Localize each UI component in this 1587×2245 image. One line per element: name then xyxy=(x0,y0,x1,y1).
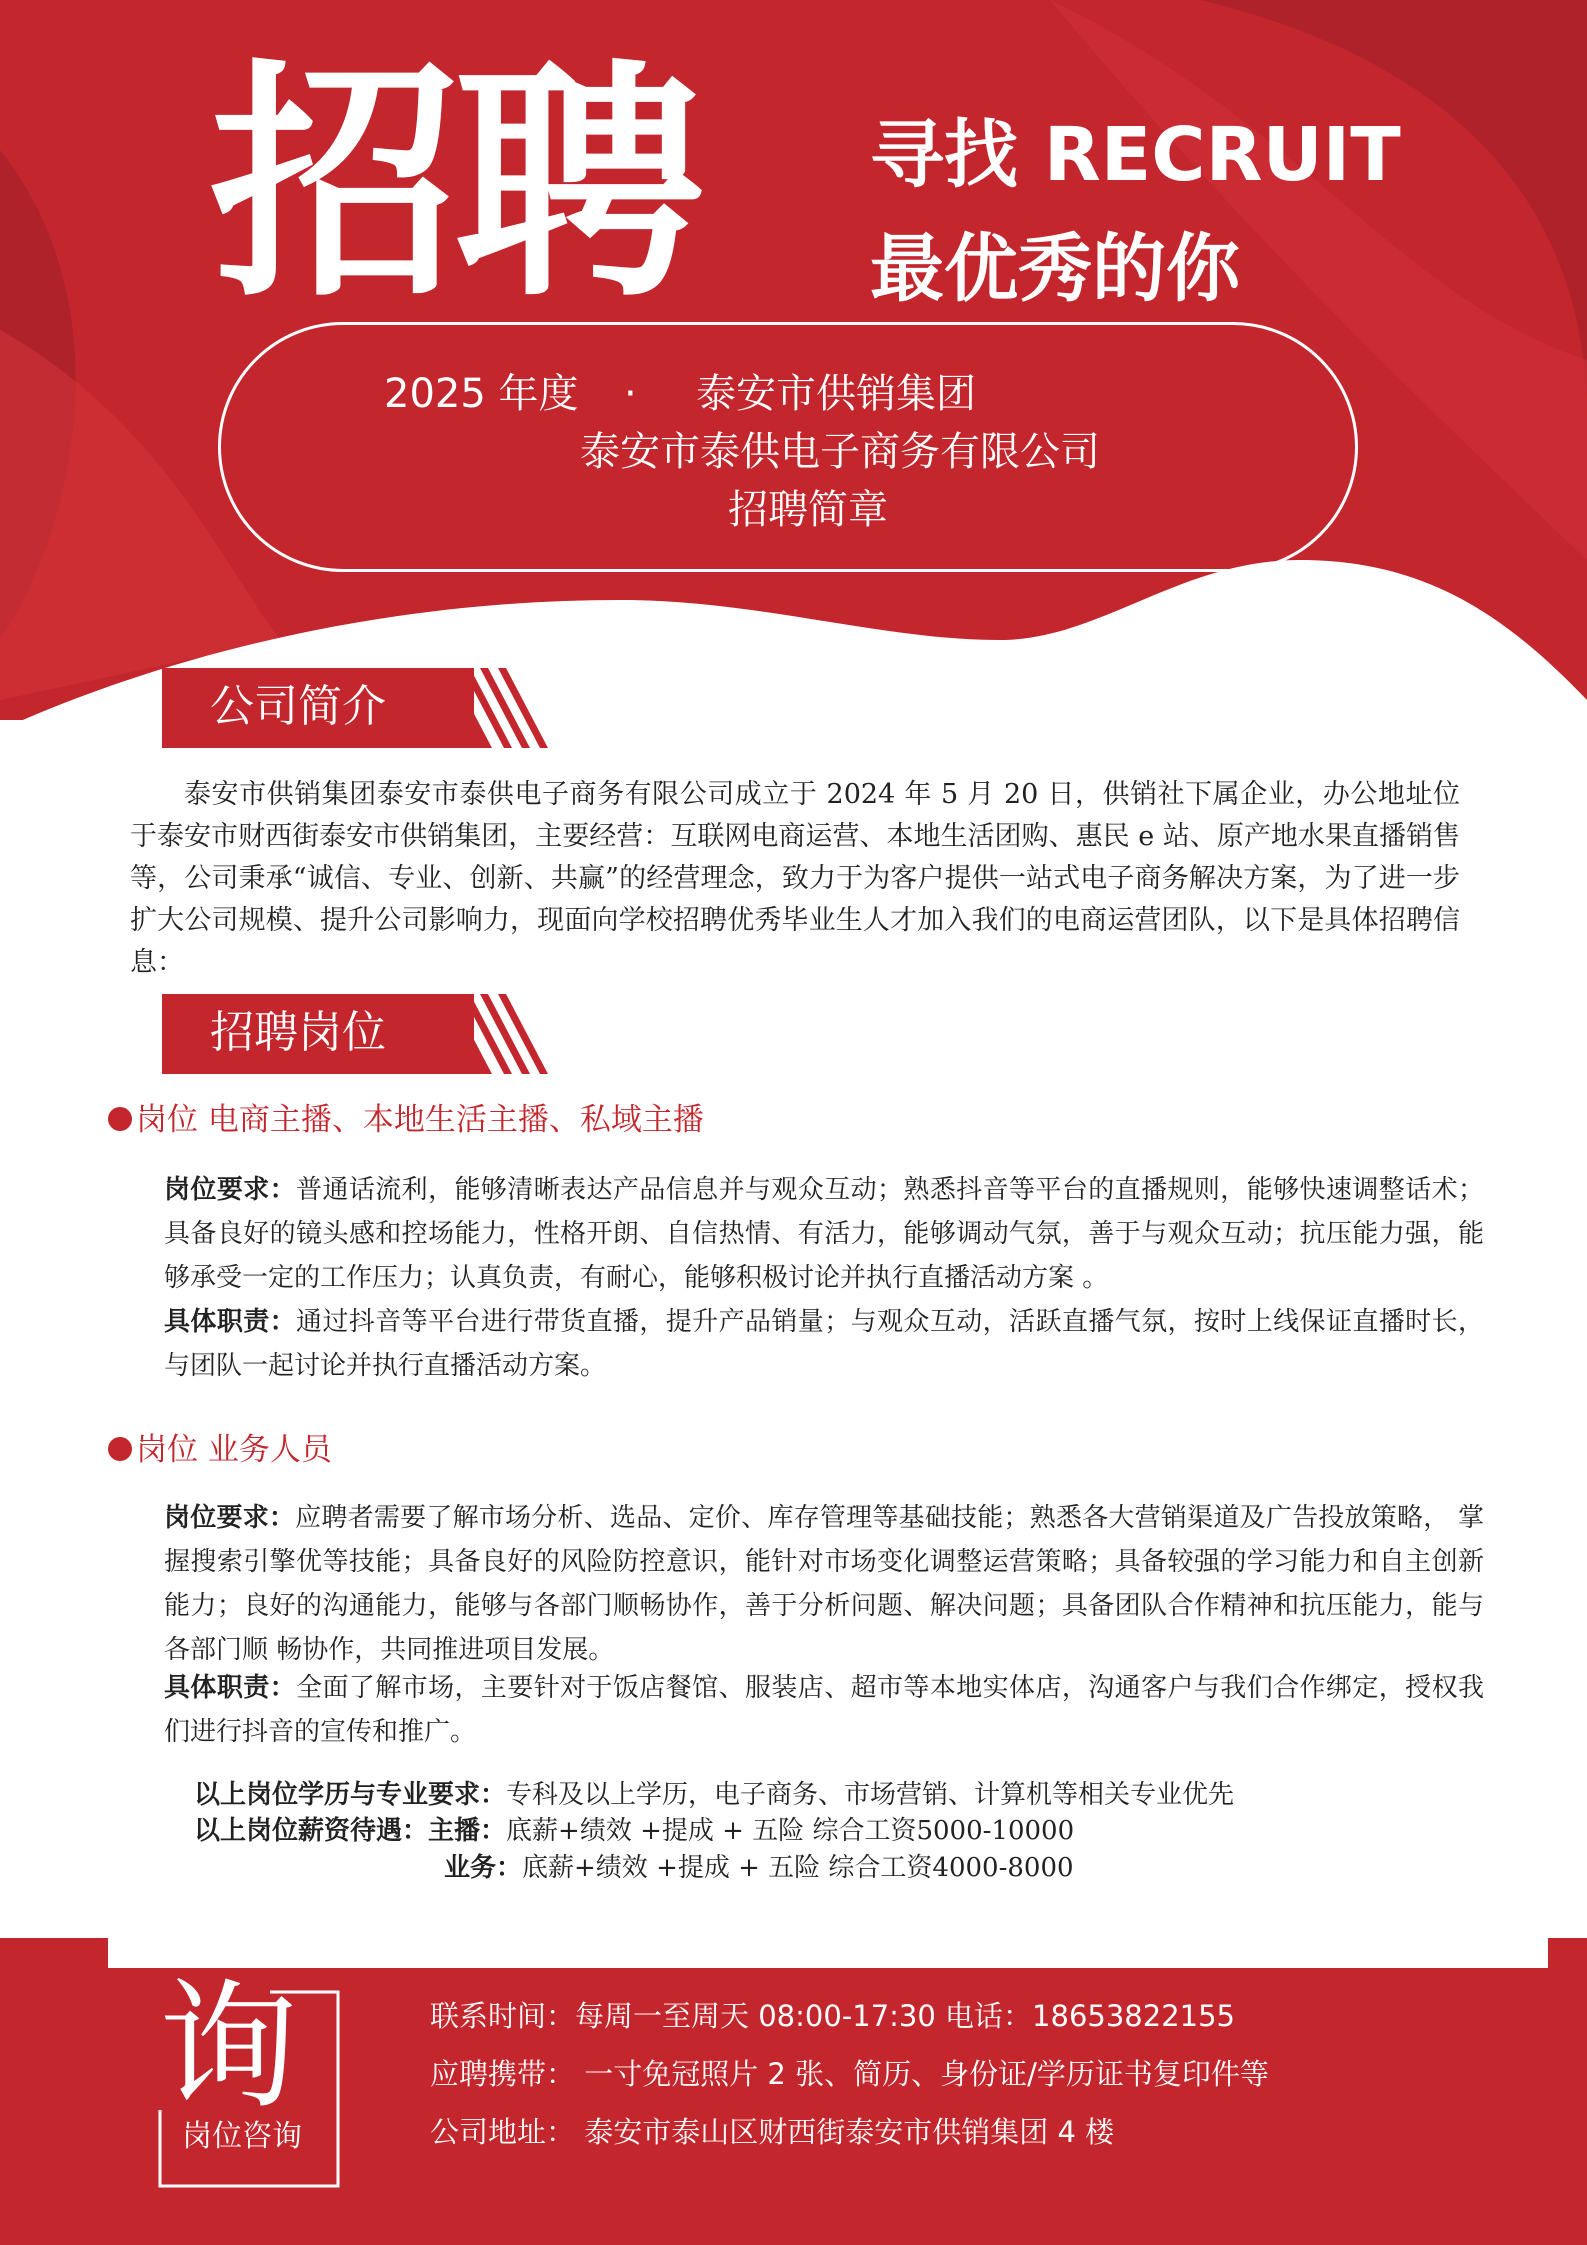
doc-title: 招聘简章 xyxy=(728,487,888,533)
bullet-dot-icon xyxy=(108,1437,132,1461)
position-duties: 具体职责：全面了解市场，主要针对于饭店餐馆、服装店、超市等本地实体店，沟通客户与我们合作绑定，授权我们进行抖音的宣传和推广。 xyxy=(164,1673,1484,1747)
salary-anchor: 以上岗位薪资待遇：主播：底薪+绩效 +提成 + 五险 综合工资5000-10000 xyxy=(194,1816,1075,1846)
section-heading-label: 公司简介 xyxy=(210,681,386,732)
separator-dot: · xyxy=(624,371,637,417)
stripes-decoration xyxy=(432,668,552,748)
position-title: 岗位 电商主播、本地生活主播、私域主播 xyxy=(108,1105,704,1136)
position-duties: 具体职责：通过抖音等平台进行带货直播，提升产品销量；与观众互动，活跃直播气氛，按时上线保证直播时长，与团队一起讨论并执行直播活动方案。 xyxy=(164,1307,1484,1381)
group-name: 泰安市供销集团 xyxy=(696,371,976,417)
stripes-decoration xyxy=(432,994,552,1074)
year-label: 2025 年度 xyxy=(384,371,579,417)
position-requirements: 岗位要求：应聘者需要了解市场分析、选品、定价、库存管理等基础技能；熟悉各大营销渠道及广告投放策略， 掌 握搜索引擎优等技能；具备良好的风险防控意识，能针对市场变化调整运营策略；具备较强的学习能力和自主创新能力；良好的沟通能力，能够与各部门顺畅协作，善于分析问题、解决问题；具备团队合作精神和抗压能力，能与各部门顺 畅协作，共同推进项目发展。 xyxy=(164,1503,1484,1665)
section-heading-label: 招聘岗位 xyxy=(210,1007,386,1058)
salary-sales: 业务：底薪+绩效 +提成 + 五险 综合工资4000-8000 xyxy=(444,1853,1074,1883)
education-requirement: 以上岗位学历与专业要求：专科及以上学历，电子商务、市场营销、计算机等相关专业优先 xyxy=(194,1780,1235,1810)
contact-time: 联系时间：每周一至周天 08:00-17:30 电话：18653822155 xyxy=(430,1999,1236,2033)
consult-label: 岗位咨询 xyxy=(182,2119,302,2154)
hero-tagline-1: 寻找 RECRUIT xyxy=(870,112,1401,198)
hero-tagline-2: 最优秀的你 xyxy=(870,226,1240,312)
bullet-dot-icon xyxy=(108,1107,132,1131)
company-name: 泰安市泰供电子商务有限公司 xyxy=(580,429,1100,475)
hero-title: 招聘 xyxy=(210,39,698,330)
company-address: 公司地址： 泰安市泰山区财西街泰安市供销集团 4 楼 xyxy=(430,2115,1115,2149)
position-requirements: 岗位要求：普通话流利，能够清晰表达产品信息并与观众互动；熟悉抖音等平台的直播规则，能够快速调整话术； 具备良好的镜头感和控场能力，性格开朗、自信热情、有活力，能够调动气氛，善于与观众互动；抗压能力强，能够承受一定的工作压力；认真负责，有耐心，能够积极讨论并执行直播活动方案 。 xyxy=(164,1175,1484,1293)
bring-items: 应聘携带： 一寸免冠照片 2 张、简历、身份证/学历证书复印件等 xyxy=(430,2057,1269,2091)
position-title: 岗位 业务人员 xyxy=(108,1435,332,1466)
section-heading-positions xyxy=(162,994,552,1074)
section-heading-intro xyxy=(162,668,552,748)
company-intro-text: 泰安市供销集团泰安市泰供电子商务有限公司成立于 2024 年 5 月 20 日，供销社下属企业，办公地址位于泰安市财西街泰安市供销集团，主要经营：互联网电商运营、本地生活团购、惠民 e 站、原产地水果直播销售等，公司秉承“诚信、专业、创新、共赢”的经营理念，致力于为客户提供一站式电子商务解决方案，为了进一步扩大公司规模、提升公司影响力，现面向学校招聘优秀毕业生人才加入我们的电商运营团队，以下是具体招聘信息： xyxy=(130,779,1460,978)
consult-char: 询 xyxy=(158,1966,299,2129)
